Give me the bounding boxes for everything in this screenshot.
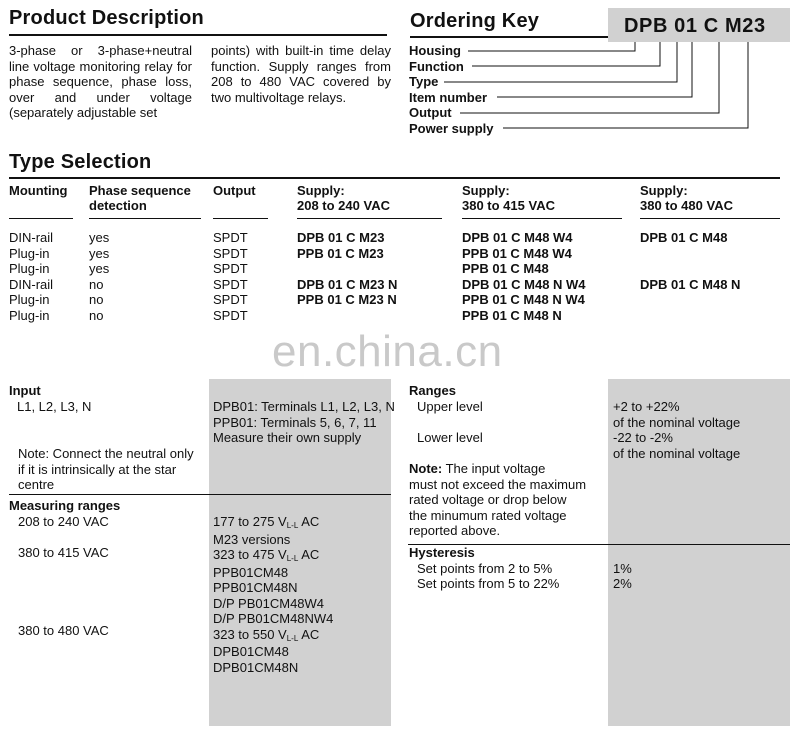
table-cell [297,261,397,277]
type-selection-rule [9,177,780,179]
ordering-key-label-power-supply: Power supply [409,120,494,136]
header-underline-output [213,218,268,219]
ranges-upper-value: +2 to +22% [613,399,680,414]
table-cell: PPB 01 C M23 N [297,292,397,307]
table-cell: Plug-in [9,292,50,307]
table-cell: PPB 01 C M23 [297,245,384,261]
ranges-note-line: reported above. [409,523,501,538]
ranges-note-line: must not exceed the maximum [409,476,587,492]
table-cell: DPB 01 C M48 W4 [462,230,573,245]
header-phase-line2: detection [89,198,147,213]
ordering-key-label-output: Output [409,105,452,120]
header-supply-380-480-line1: Supply: [640,183,688,198]
hysteresis-title: Hysteresis [409,545,475,560]
table-cell: no [89,307,104,323]
measuring-range-208: 208 to 240 VAC [18,514,109,529]
table-cell [297,308,397,324]
ordering-key-label-housing: Housing [409,43,461,58]
table-cell: DIN-rail [9,230,54,245]
column-supply-380-415 [462,230,586,323]
measuring-value-3: 323 to 550 $V_{L-L}$ AC [213,626,320,643]
header-supply-380-415 [462,183,555,213]
table-cell: PPB 01 C M48 W4 [462,245,572,261]
table-cell: DPB 01 C M23 [297,230,385,245]
type-selection-title: Type Selection [9,151,152,173]
header-underline-supply-208 [297,218,442,219]
table-cell: SPDT [213,292,248,307]
input-note-line: centre [18,477,55,492]
table-cell: SPDT [213,276,248,292]
measuring-range-380-480: 380 to 480 VAC [18,623,109,638]
ranges-upper-value-unit: of the nominal voltage [613,414,741,430]
ranges-note-line: the minumum rated voltage [409,507,567,523]
table-cell: Plug-in [9,245,50,261]
product-description-title: Product Description [9,7,204,29]
header-supply-208-line1: Supply: [297,183,345,198]
table-cell: DIN-rail [9,276,54,292]
table-cell: yes [89,230,110,245]
column-supply-380-480 [640,230,740,323]
hysteresis-section [409,545,559,592]
ranges-lower-value: -22 to -2% [613,430,673,445]
table-cell [640,308,740,324]
ordering-key-title: Ordering Key [410,10,540,32]
hysteresis-line-2: Set points from 5 to 22% [417,576,560,591]
header-underline-phase [89,218,201,219]
measuring-value-2-item: PPB01CM48 [213,564,289,580]
hysteresis-value-1: 1% [613,560,632,576]
ranges-note-first: Note: The input voltage [409,461,546,476]
table-cell: Plug-in [9,261,50,276]
input-note [18,446,194,493]
table-cell: no [89,292,104,307]
input-note-line: if it is intrinsically at the star [18,461,177,477]
table-cell [640,261,740,277]
ranges-section [409,383,483,414]
product-description-col1: 3-phase or 3-phase+neutral line voltage monitoring relay for phase sequence, phase loss, over and under voltage (separately adjustable set [9,43,192,120]
table-cell: SPDT [213,230,248,245]
measuring-values [213,514,333,675]
measuring-value-1: 177 to 275 $V_{L-L}$ AC [213,514,320,530]
header-mounting: Mounting [9,183,68,198]
measuring-range-380-415: 380 to 415 VAC [18,545,109,560]
measuring-value-3-item: DPB01CM48N [213,659,299,675]
table-cell: SPDT [213,307,248,323]
table-cell: Plug-in [9,307,50,323]
input-section [9,383,91,414]
table-cell: DPB 01 C M48 N [640,276,741,292]
product-description-col2: points) with built-in time delay function. Supply ranges from 208 to 480 VAC covered by two multivoltage relays. [211,43,391,105]
ordering-key-code: DPB 01 C M23 [624,15,766,37]
measuring-value-2-item: D/P PB01CM48W4 [213,595,325,611]
measuring-value-2-item: PPB01CM48N [213,580,298,595]
header-supply-208-line2: 208 to 240 VAC [297,198,390,213]
input-item: L1, L2, L3, N [17,398,92,414]
column-supply-208 [297,230,397,323]
measuring-ranges-section [9,498,120,514]
hysteresis-values [613,561,632,592]
input-note-line: Note: Connect the neutral only [18,446,194,461]
input-value-line: PPB01: Terminals 5, 6, 7, 11 [213,414,377,430]
ranges-title: Ranges [409,383,456,398]
table-cell: PPB 01 C M48 N W4 [462,292,585,307]
ranges-note [409,461,586,539]
ranges-upper-label: Upper level [417,398,483,414]
ordering-key-leader-lines [0,0,800,140]
header-supply-208 [297,183,390,213]
table-cell: yes [89,245,110,261]
measuring-ranges-title: Measuring ranges [9,498,121,513]
ranges-values [613,399,740,461]
ordering-key-label-function: Function [409,58,464,74]
header-supply-380-480-line2: 380 to 480 VAC [640,198,733,213]
watermark: en.china.cn [272,327,503,376]
table-cell: SPDT [213,261,248,276]
header-output: Output [213,183,256,198]
column-output [213,230,248,323]
measuring-value-2: 323 to 475 $V_{L-L}$ AC [213,547,320,563]
table-cell: DPB 01 C M48 N W4 [462,276,586,292]
header-underline-supply-380-480 [640,218,780,219]
header-underline-supply-380-415 [462,218,622,219]
table-cell: SPDT [213,245,248,261]
table-cell: PPB 01 C M48 [462,261,549,276]
measuring-value-1-note: M23 versions [213,531,291,547]
table-cell: no [89,276,104,292]
table-cell: DPB 01 C M48 [640,230,728,245]
table-cell [640,246,740,262]
ordering-key-label-type: Type [409,74,439,89]
table-cell: PPB 01 C M48 N [462,307,562,323]
measuring-value-2-item: D/P PB01CM48NW4 [213,611,334,626]
header-supply-380-415-line1: Supply: [462,183,510,198]
ranges-lower-value-unit: of the nominal voltage [613,445,741,461]
header-phase-seq [89,183,191,213]
table-cell: yes [89,261,110,276]
input-value-line: Measure their own supply [213,430,362,445]
column-mounting [9,230,53,323]
input-title: Input [9,383,41,398]
column-phase [89,230,109,323]
hysteresis-value-2: 2% [613,576,632,591]
header-phase-line1: Phase sequence [89,183,191,198]
header-underline-mounting [9,218,73,219]
input-value-line: DPB01: Terminals L1, L2, L3, N [213,399,395,414]
ranges-lower-label: Lower level [417,430,483,445]
table-cell [640,292,740,308]
ranges-note-line: rated voltage or drop below [409,492,567,507]
input-section-separator [9,494,391,495]
table-cell: DPB 01 C M23 N [297,276,398,292]
hysteresis-line-1: Set points from 2 to 5% [417,560,553,576]
header-supply-380-480 [640,183,733,213]
input-values [213,399,395,446]
ordering-key-label-item-number: Item number [409,89,488,105]
header-supply-380-415-line2: 380 to 415 VAC [462,198,555,213]
measuring-value-3-item: DPB01CM48 [213,644,289,659]
